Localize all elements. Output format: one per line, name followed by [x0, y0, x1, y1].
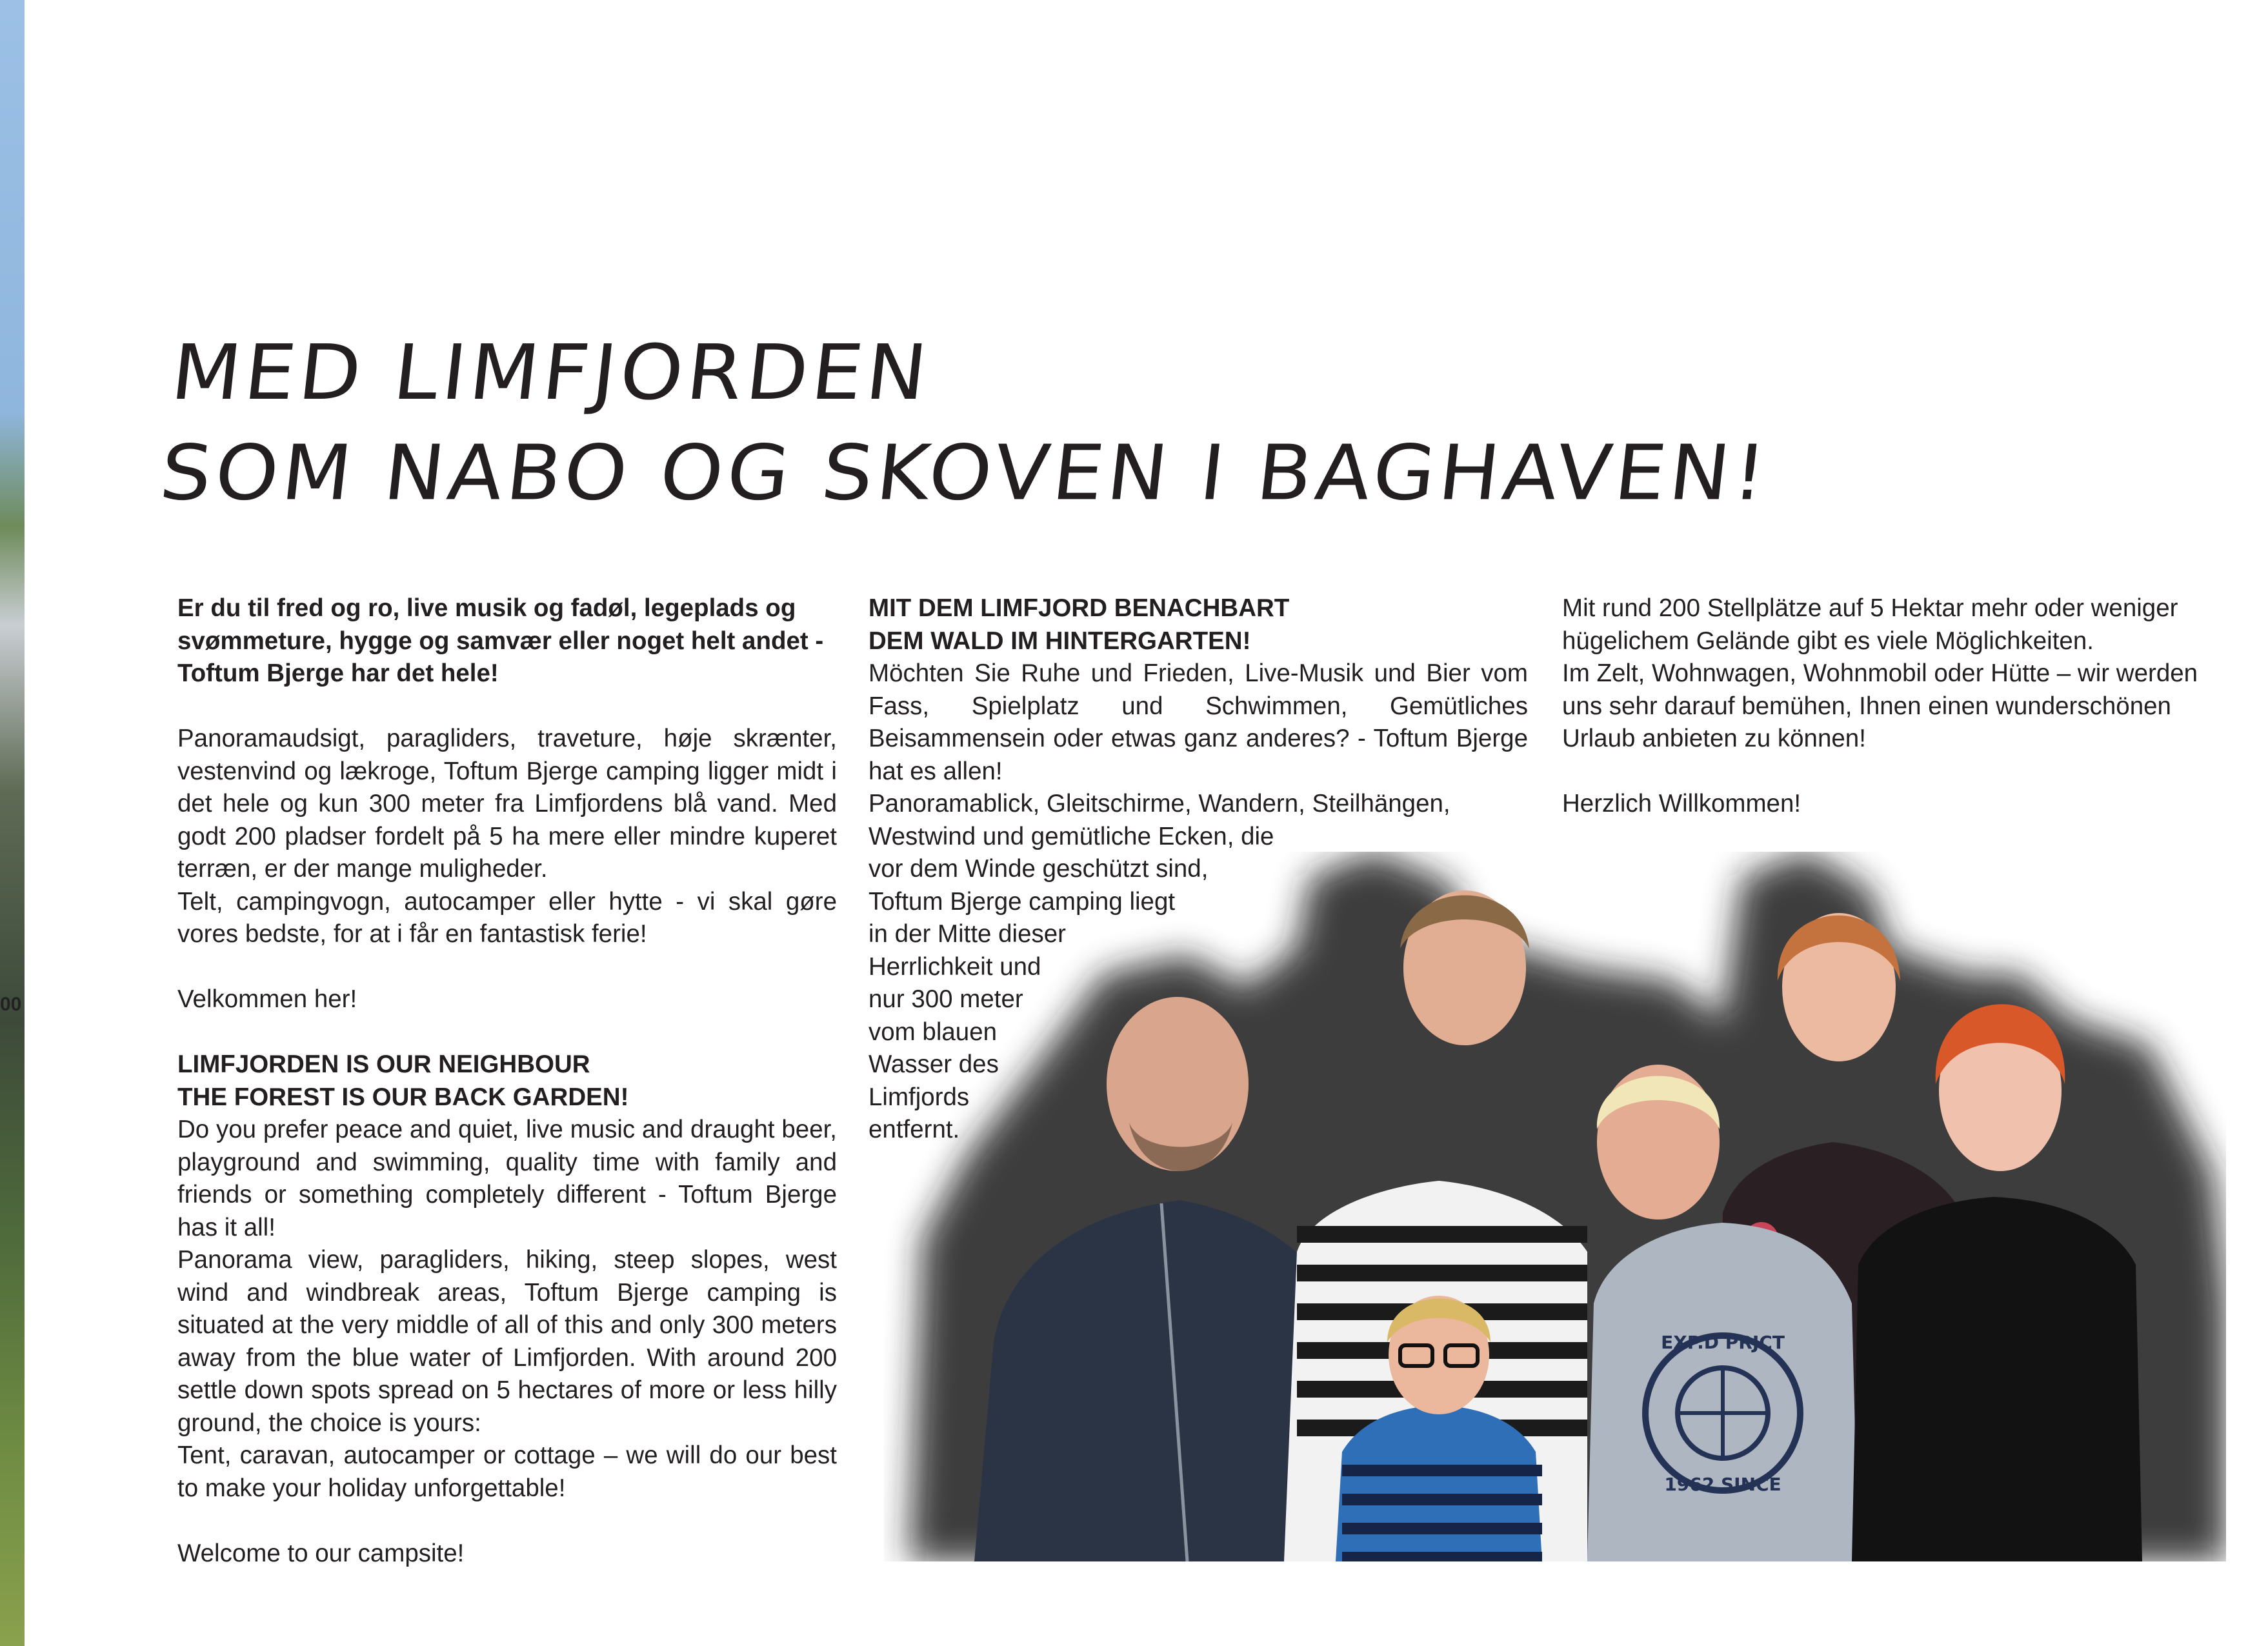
danish-body-2: Telt, campingvogn, autocamper eller hytte - vi skal gøre vores bedste, for at i får en fantastisk ferie! [177, 887, 837, 948]
german-welcome: Herzlich Willkommen! [1562, 790, 1801, 818]
german-line: entfernt. [868, 1116, 960, 1143]
german-line: Herrlichkeit und [868, 952, 1041, 981]
left-strip-text: 00 [0, 994, 22, 1015]
german-body-2: Panoramablick, Gleitschirme, Wandern, Steilhängen, [868, 790, 1450, 818]
english-body-1: Do you prefer peace and quiet, live music and draught beer, playground and swimming, quality time with family and friends or something completely different - Toftum Bjerge has it all! [177, 1116, 837, 1241]
german-line: vor dem Winde geschützt sind, [868, 855, 1209, 883]
headline-line-2: SOM NABO OG SKOVEN I BAGHAVEN! [156, 429, 1774, 518]
hoodie-print-bottom: 1962 SINCE [1664, 1474, 1781, 1495]
german-body-3: Mit rund 200 Stellplätze auf 5 Hektar mehr oder weniger hügelichem Gelände gibt es viele Möglichkeiten. [1562, 594, 2178, 655]
danish-body: Panoramaudsigt, paragliders, traveture, høje skrænter, vestenvind og lækroge, Toftum Bjerge camping ligger midt i det hele og kun 300 meter fra Limfjordens blå vand. Med godt 200 pladser fordelt på 5 ha mere eller mindre kuperet terræn, er der mange muligheder. [177, 725, 837, 883]
german-line: Wasser des [868, 1050, 999, 1078]
english-heading-2: THE FOREST IS OUR BACK GARDEN! [177, 1083, 629, 1111]
page-headline [156, 323, 1786, 524]
column-danish-english [177, 592, 837, 1570]
german-line: Limfjords [868, 1083, 970, 1111]
german-line: Toftum Bjerge camping liegt [868, 887, 1176, 916]
danish-intro: Er du til fred og ro, live musik og fadøl, legeplads og svømmeture, hygge og samvær eller noget helt andet - Toftum Bjerge har det hele! [177, 594, 824, 687]
column-german-continued [1562, 592, 2233, 821]
english-body-3: Tent, caravan, autocamper or cottage – we will do our best to make your holiday unforgettable! [177, 1441, 837, 1502]
german-line: Westwind und gemütliche Ecken, die [868, 822, 1274, 850]
hoodie-print-top: EXP.D PRJCT [1661, 1332, 1785, 1353]
german-line: in der Mitte dieser [868, 920, 1066, 948]
headline-line-1: MED LIMFJORDEN [166, 328, 936, 417]
left-photo-strip [0, 0, 25, 1646]
german-body-1: Möchten Sie Ruhe und Frieden, Live-Musik und Bier vom Fass, Spielplatz und Schwimmen, Gemütliches Beisammensein oder etwas ganz anderes? - Toftum Bjerge hat es allen! [868, 659, 1528, 785]
english-body-2: Panorama view, paragliders, hiking, steep slopes, west wind and windbreak areas, Toftum Bjerge camping is situated at the very middle of all of this and only 300 meters away from the blue water of Limfjorden. With around 200 settle down spots spread on 5 hectares of more or less hilly ground, the choice is yours: [177, 1246, 837, 1437]
german-line: nur 300 meter [868, 985, 1023, 1013]
danish-welcome: Velkommen her! [177, 985, 357, 1013]
german-heading-1: MIT DEM LIMFJORD BENACHBART [868, 594, 1290, 622]
german-line: vom blauen [868, 1018, 998, 1046]
english-welcome: Welcome to our campsite! [177, 1539, 465, 1567]
column-german [868, 592, 1528, 1147]
german-heading-2: DEM WALD IM HINTERGARTEN! [868, 627, 1251, 655]
german-body-4: Im Zelt, Wohnwagen, Wohnmobil oder Hütte – wir werden uns sehr darauf bemühen, Ihnen einen wunderschönen Urlaub anbieten zu können! [1562, 659, 2198, 752]
english-heading-1: LIMFJORDEN IS OUR NEIGHBOUR [177, 1050, 590, 1078]
